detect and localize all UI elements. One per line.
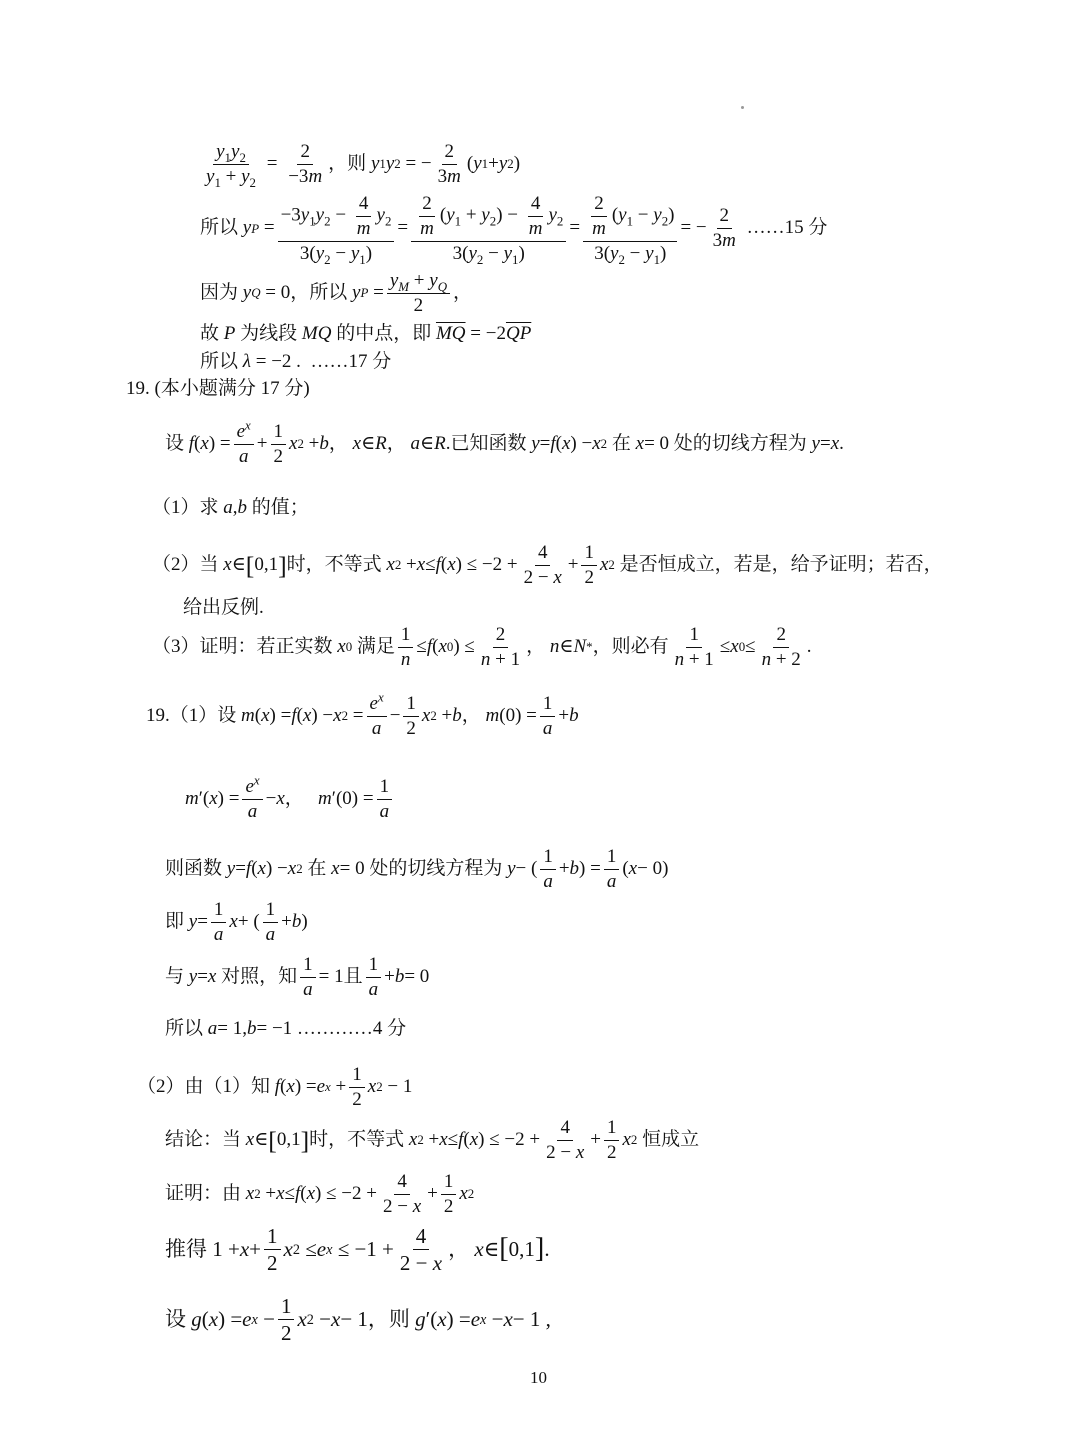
text-suoyi-3: 所以 <box>200 351 239 372</box>
line-yy-ratio: $\frac{y_1y_2}{y_1 + y_2}$ = $\frac{2}{-3m}$ ，则 y 1 y 2 = − $\frac{2}{3m}$ ( y 1 + y 2 ) <box>206 141 521 190</box>
problem-header: 19. (本小题满分 17 分) <box>126 378 310 399</box>
line-midpoint: 故 P 为线段 MQ 的中点，即 $\overline{MQ}$ = −2 $\overline{QP}$ <box>200 323 532 344</box>
text-yinwei: 因为 <box>200 281 239 303</box>
problem-statement: 设 f ( x ) = $\frac{e^x}{a}$ + $\frac{1}{2}$ x 2 + b ， x ∈ R ， a ∈ R .已知函数 y = f ( x ) − x 2 在 x = 0 处的切线方程为 y = x . <box>165 417 844 467</box>
question-1: （1）求 a , b 的值； <box>152 497 309 518</box>
line-yp: 所以 y P = $-3y_1y_2$ − $\frac{4}{m}$ $y_2$ $3(y_2 - y_1)$ = $\frac{2}{m}$ $(y_1 + y_2)$ − $\frac{4}{m}$ $y_2$ $3(y_2 - y_1)$ = $\frac{2}{m}$ $(y_1 - y_2)$ $3(y_2 - y_1)$ = − $\frac{2}{3m}$ ……15 分 <box>200 193 828 267</box>
solution-1-ji: 即 y = $\frac{1}{a}$ x + ( $\frac{1}{a}$ + b ) <box>165 899 308 945</box>
question-2-line2: 给出反例. <box>183 597 264 618</box>
solution-1-mprime: m ′( x ) = $\frac{e^x}{a}$ − x ， m ′(0) = $\frac{1}{a}$ <box>185 776 395 823</box>
text-comma-1: ， <box>290 281 310 303</box>
text-ze: ，则 <box>328 152 367 174</box>
solution-2-derive: 推得 1 + x + $\frac{1}{2}$ x 2 ≤ e x ≤ −1 + $\frac{4}{2 - x}$ ， x ∈ [ 0,1 ] . <box>165 1224 550 1276</box>
text-dezhongdian: 的中点，即 <box>336 323 432 344</box>
text-suoyi: 所以 <box>200 217 239 239</box>
question-3: （3）证明：若正实数 x 0 满足 $\frac{1}{n}$ ≤ f ( x 0 ) ≤ $\frac{2}{n + 1}$ ， n ∈ N * ，则必有 $\frac{1}{n + 1}$ ≤ x 0 ≤ $\frac{2}{n + 2}$ . <box>152 624 812 670</box>
solution-2-f: （2）由（1）知 f ( x ) = e x + $\frac{1}{2}$ x 2 − 1 <box>137 1064 413 1110</box>
solution-1-tangent: 则函数 y = f ( x ) − x 2 在 x = 0 处的切线方程为 y − ( $\frac{1}{a}$ + b ) = $\frac{1}{a}$ ( x − 0) <box>165 846 669 892</box>
page-number: 10 <box>530 1368 547 1387</box>
question-2: （2）当 x ∈ [ 0,1 ] 时，不等式 x 2 + x ≤ f ( x ) ≤ −2 + $\frac{4}{2 - x}$ + $\frac{1}{2}$ x 2 是否恒成立，若是，给予证明；若否， <box>152 542 943 588</box>
line-lambda: 所以 λ = −2 . ……17 分 <box>200 351 392 372</box>
score-15: ……15 分 <box>746 217 828 239</box>
line-yq: 因为 y Q = 0 ， 所以 y P = $\frac{y_M + y_Q}{2}$ ， <box>200 270 473 316</box>
text-weixianduan: 为线段 <box>240 323 298 344</box>
text-comma-2: ， <box>453 281 473 303</box>
text-suoyi-2: 所以 <box>309 281 348 303</box>
solution-1-compare: 与 y = x 对照，知 $\frac{1}{a}$ = 1 且 $\frac{1}{a}$ + b = 0 <box>165 954 430 1000</box>
solution-1-result: 所以 a = 1, b = −1 …………4 分 <box>165 1018 407 1039</box>
text-she: 设 <box>165 432 185 454</box>
solution-1-m: 19.（1）设 m ( x ) = f ( x ) − x 2 = $\frac{e^x}{a}$ − $\frac{1}{2}$ x 2 + b ， m (0) = $\frac{1}{a}$ + b <box>146 689 579 739</box>
solution-2-g: 设 g ( x ) = e x − $\frac{1}{2}$ x 2 − x − 1 ，则 g ′( x ) = e x − x − 1 , <box>165 1294 551 1346</box>
score-4: …………4 分 <box>296 1018 407 1039</box>
solution-2-proof: 证明：由 x 2 + x ≤ f ( x ) ≤ −2 + $\frac{4}{2 - x}$ + $\frac{1}{2}$ x 2 <box>165 1171 475 1217</box>
solution-2-conclusion: 结论：当 x ∈ [ 0,1 ] 时，不等式 x 2 + x ≤ f ( x ) ≤ −2 + $\frac{4}{2 - x}$ + $\frac{1}{2}$ x 2 恒成立 <box>165 1117 700 1163</box>
scan-speck <box>741 106 744 109</box>
score-17: ……17 分 <box>310 351 392 372</box>
text-given-mid: .已知函数 <box>445 432 527 454</box>
text-gu: 故 <box>200 323 220 344</box>
text-tangent-end: 处的切线方程为 <box>673 432 807 454</box>
